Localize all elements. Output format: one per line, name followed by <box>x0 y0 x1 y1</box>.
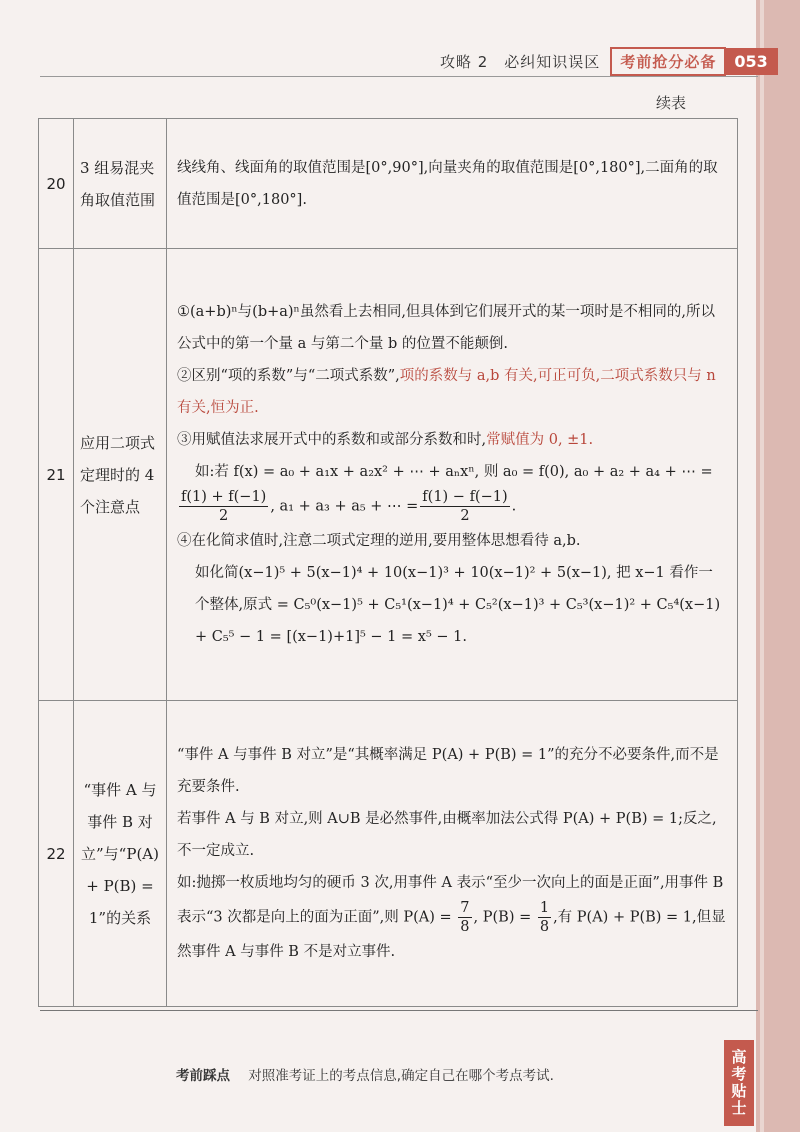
page-footer <box>176 1064 554 1084</box>
example-1-fractions: $\frac{f(1) + f(-1)}{2}$ , a₁ + a₃ + a₅ + ⋯ = $\frac{f(1) - f(-1)}{2}$ . <box>181 489 517 524</box>
example-2: 如化简(x−1)⁵ + 5(x−1)⁴ + 10(x−1)³ + 10(x−1)² + 5(x−1), 把 x−1 看作一个整体,原式 = C₅⁰(x−1)⁵ + C₅¹(x−1)⁴ + C₅²(x−1)³ + C₅³(x−1)² + C₅⁴(x−1) + C₅⁵ − 1 = [(x−1)+1]⁵ − 1 = x⁵ − 1. <box>195 565 721 645</box>
content-text: 线线角、线面角的取值范围是[0°,90°],向量夹角的取值范围是[0°,180°],二面角的取值范围是[0°,180°]. <box>177 159 718 208</box>
note-1: ①(a+b)ⁿ与(b+a)ⁿ虽然看上去相同,但具体到它们展开式的某一项时是不相同的,所以公式中的第一个量 a 与第二个量 b 的位置不能颠倒. <box>177 304 716 352</box>
table-row <box>39 701 738 1007</box>
table-row <box>39 249 738 701</box>
header-tag: 考前抢分必备 <box>610 47 726 76</box>
section-crumb: 攻略 2 必纠知识误区 <box>440 52 601 71</box>
row-content <box>167 249 738 701</box>
fraction <box>538 899 551 936</box>
fraction-numerator: 7 <box>460 900 470 916</box>
example-text-c: ,有 P(A) + P(B) = 1,但显然事件 A 与事件 B 不是对立事件. <box>177 909 726 960</box>
example-text-a: 如:抛掷一枚质地均匀的硬币 3 次,用事件 A 表示“至少一次向上的面是正面”,用事件 B 表示“3 次都是向上的面为正面”,则 P(A) = <box>177 875 724 926</box>
fraction-denominator: 2 <box>219 508 229 524</box>
fraction <box>179 488 268 525</box>
fraction-numerator: 1 <box>539 900 550 916</box>
tips-stamp: 高考贴士 <box>724 1040 754 1126</box>
example-1-mid: , a₁ + a₃ + a₅ + ⋯ = <box>270 498 419 515</box>
fraction-numerator: f(1) − f(−1) <box>422 489 508 505</box>
note-3-lead: ③用赋值法求展开式中的系数和或部分系数和时, <box>177 432 487 448</box>
table-caption: 续表 <box>656 94 687 112</box>
example-1 <box>177 456 727 488</box>
note-4: ④在化简求值时,注意二项式定理的逆用,要用整体思想看待 a,b. <box>177 533 581 549</box>
fraction-denominator: 8 <box>460 919 470 935</box>
knowledge-table <box>38 118 738 1007</box>
row-topic: 3 组易混夹角取值范围 <box>74 119 167 249</box>
note-3-highlight: 常赋值为 0, ±1. <box>486 432 594 448</box>
footer-rule <box>40 1010 758 1011</box>
page-edge-inner <box>760 0 764 1132</box>
footer-text: 对照准考证上的考点信息,确定自己在哪个考点考试. <box>248 1068 554 1084</box>
fraction <box>420 488 509 525</box>
note-2 <box>177 360 727 424</box>
example <box>177 867 727 968</box>
fraction-denominator: 2 <box>460 508 470 524</box>
note-3 <box>177 424 727 456</box>
row-number: 21 <box>39 249 74 701</box>
fraction-numerator: f(1) + f(−1) <box>181 489 267 505</box>
note-2-highlight: 项的系数与 a,b 有关,可正可负,二项式系数只与 n 有关,恒为正. <box>177 368 716 416</box>
row-number: 20 <box>39 119 74 249</box>
header-rule <box>40 76 758 77</box>
row-number: 22 <box>39 701 74 1007</box>
page-header <box>440 46 778 76</box>
row-content <box>167 701 738 1007</box>
page-number: 053 <box>724 48 777 75</box>
fraction-denominator: 8 <box>539 919 550 935</box>
row-topic: 应用二项式定理时的 4 个注意点 <box>74 249 167 701</box>
note-2-lead: ②区别“项的系数”与“二项式系数”, <box>177 368 400 384</box>
table-row <box>39 119 738 249</box>
fraction <box>458 899 471 936</box>
note-2: 若事件 A 与 B 对立,则 A∪B 是必然事件,由概率加法公式得 P(A) + P(B) = 1;反之,不一定成立. <box>177 811 717 859</box>
example-1-text: 如:若 f(x) = a₀ + a₁x + a₂x² + ⋯ + aₙxⁿ, 则 a₀ = f(0), a₀ + a₂ + a₄ + ⋯ = <box>195 464 713 480</box>
footer-label: 考前踩点 <box>176 1068 230 1084</box>
example-text-b: , P(B) = <box>473 909 532 926</box>
note-1: “事件 A 与事件 B 对立”是“其概率满足 P(A) + P(B) = 1”的充分不必要条件,而不是充要条件. <box>177 747 719 795</box>
row-content <box>167 119 738 249</box>
row-topic: “事件 A 与事件 B 对立”与“P(A) + P(B) = 1”的关系 <box>74 701 167 1007</box>
